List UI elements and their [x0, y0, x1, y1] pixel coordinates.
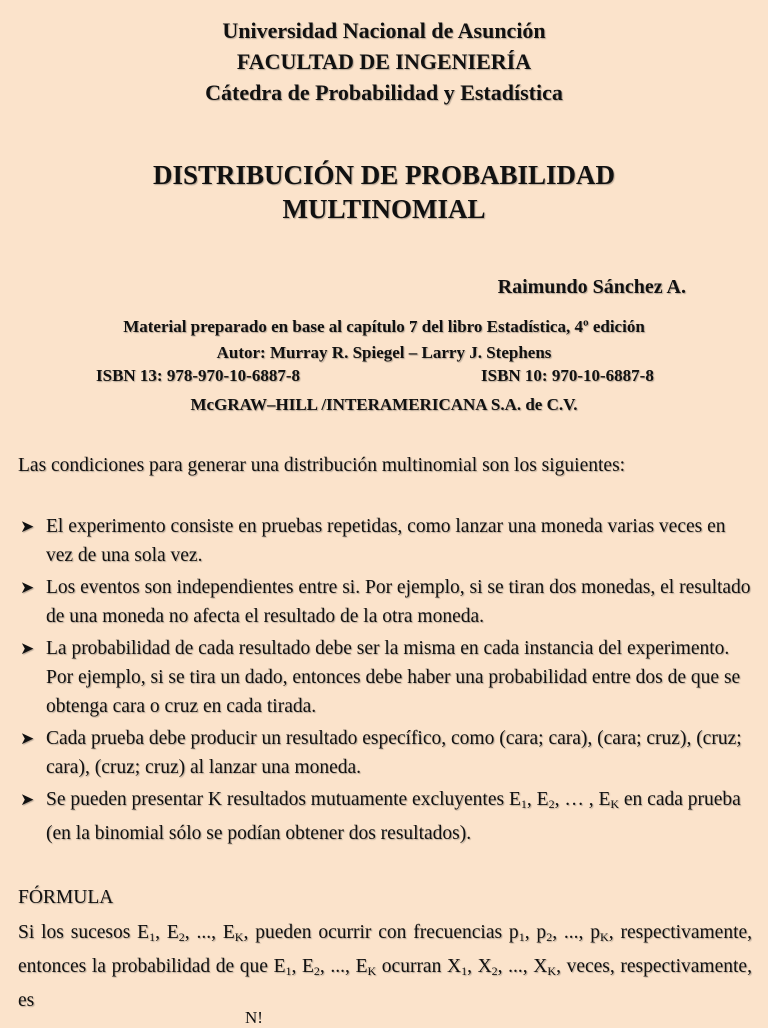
- text-fragment: , E: [526, 789, 549, 810]
- formula-paragraph: [18, 918, 752, 1015]
- reference-publisher: McGRAW–HILL /INTERAMERICANA S.A. de C.V.: [190, 395, 578, 414]
- list-item-text: Cada prueba debe producir un resultado específico, como (cara; cara), (cara; cruz), (cruz; cara), (cruz; cruz) al lanzar una moneda.: [46, 728, 742, 778]
- text-fragment: , ..., E: [319, 956, 368, 977]
- text-fragment: en cada prueba (en la binomial sólo se podían obtener dos resultados).: [46, 789, 741, 844]
- isbn13: ISBN 13: 978-970-10-6887-8: [96, 366, 300, 385]
- subscript: 2: [546, 930, 553, 944]
- subscript: 1: [285, 964, 292, 978]
- arrow-bullet-icon: ➤: [20, 639, 35, 658]
- subscript: 1: [520, 797, 527, 811]
- text-fragment: , ..., E: [184, 922, 235, 943]
- text-fragment: , … , E: [554, 789, 611, 810]
- subscript: K: [547, 964, 557, 978]
- text-fragment: , ..., X: [497, 956, 548, 977]
- author-name: Raimundo Sánchez A.: [497, 276, 686, 298]
- text-fragment: , E: [155, 922, 179, 943]
- text-fragment: , E: [291, 956, 314, 977]
- subscript: 2: [548, 797, 555, 811]
- subscript: 1: [149, 930, 156, 944]
- list-item: [0, 512, 768, 570]
- text-fragment: , X: [467, 956, 492, 977]
- list-item: [0, 573, 768, 631]
- text-fragment: ocurran X: [376, 956, 462, 977]
- subscript: 2: [178, 930, 185, 944]
- reference-authors: Autor: Murray R. Spiegel – Larry J. Stephens: [216, 343, 552, 362]
- isbn10: ISBN 10: 970-10-6887-8: [481, 366, 654, 385]
- subscript: K: [610, 797, 620, 811]
- text-fragment: , pueden ocurrir con frecuencias p: [243, 922, 519, 943]
- reference-material: Material preparado en base al capítulo 7 del libro Estadística, 4º edición: [123, 317, 645, 336]
- arrow-bullet-icon: ➤: [20, 517, 35, 536]
- text-fragment: Se pueden presentar K resultados mutuamente excluyentes E: [46, 789, 521, 810]
- subscript: K: [234, 930, 244, 944]
- text-fragment: , veces, respectivamente, es: [18, 956, 752, 1011]
- formula-numerator: N!: [245, 1008, 263, 1027]
- document-title-line1: DISTRIBUCIÓN DE PROBABILIDAD: [152, 160, 616, 190]
- text-fragment: , p: [524, 922, 547, 943]
- subscript: K: [367, 964, 377, 978]
- subscript: 2: [491, 964, 498, 978]
- subscript: 1: [461, 964, 468, 978]
- arrow-bullet-icon: ➤: [20, 729, 35, 748]
- conditions-list: [0, 512, 768, 851]
- list-item-text: [46, 789, 741, 844]
- list-item: [0, 724, 768, 782]
- list-item-text: La probabilidad de cada resultado debe ser la misma en cada instancia del experimento. Por ejemplo, si se tira un dado, entonces debe haber una probabilidad entre dos de que se obtenga cara o cruz en cada tirada.: [46, 638, 741, 717]
- arrow-bullet-icon: ➤: [20, 578, 35, 597]
- document-title-line2: MULTINOMIAL: [282, 194, 486, 224]
- list-item-text: El experimento consiste en pruebas repetidas, como lanzar una moneda varias veces en vez de una sola vez.: [46, 516, 726, 566]
- subscript: K: [600, 930, 609, 944]
- text-fragment: , ..., p: [552, 922, 601, 943]
- intro-text: Las condiciones para generar una distribución multinomial son los siguientes:: [18, 455, 626, 476]
- text-fragment: , respectivamente, entonces la probabilidad de que E: [18, 922, 753, 977]
- chair-name: Cátedra de Probabilidad y Estadística: [205, 80, 563, 105]
- list-item-text: Los eventos son independientes entre si. Por ejemplo, si se tiran dos monedas, el resultado de una moneda no afecta el resultado de la otra moneda.: [46, 577, 751, 627]
- subscript: 2: [313, 964, 320, 978]
- list-item: [0, 785, 768, 848]
- text-fragment: Si los sucesos E: [18, 922, 150, 943]
- list-item: [0, 634, 768, 721]
- arrow-bullet-icon: ➤: [20, 790, 35, 809]
- subscript: 1: [518, 930, 525, 944]
- faculty-name: FACULTAD DE INGENIERÍA: [236, 49, 532, 74]
- university-name: Universidad Nacional de Asunción: [222, 18, 546, 43]
- formula-heading: FÓRMULA: [18, 887, 114, 908]
